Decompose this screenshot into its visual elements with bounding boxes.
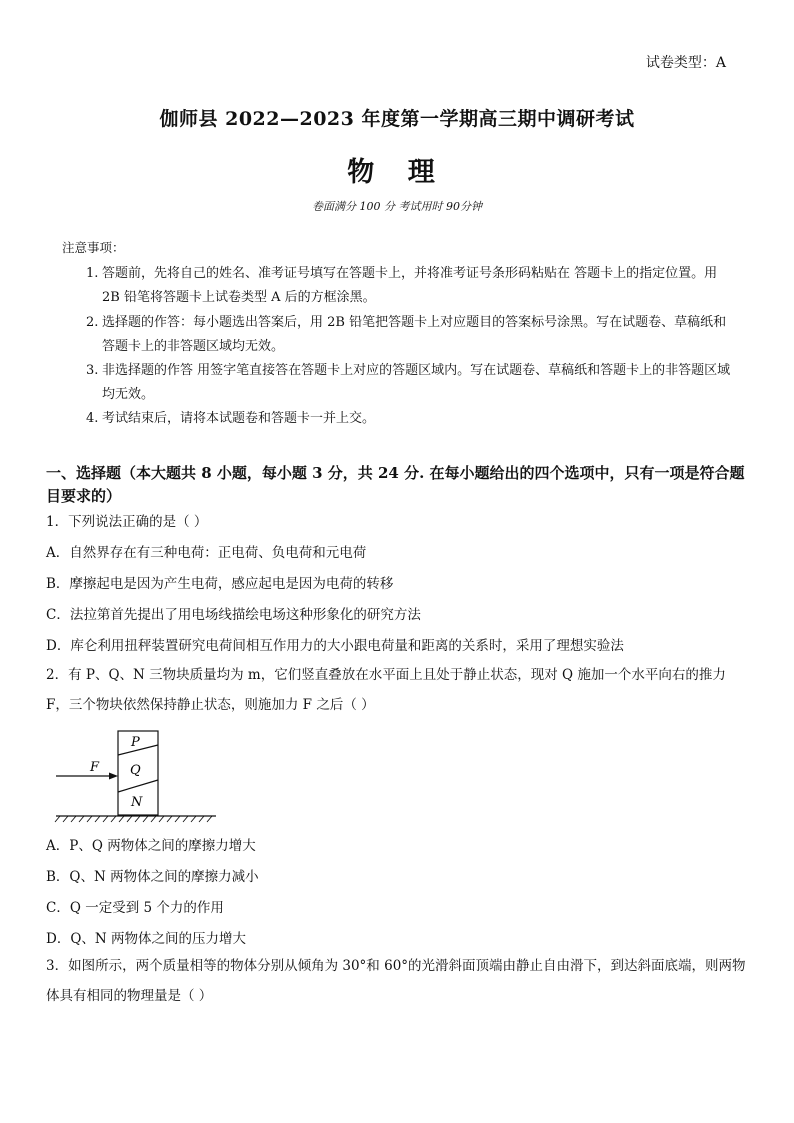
block-divider-q-n bbox=[118, 780, 158, 792]
notice-item bbox=[86, 359, 734, 407]
question-option: C．Q 一定受到 5 个力的作用 bbox=[46, 900, 224, 916]
question-option: A．P、Q 两物体之间的摩擦力增大 bbox=[46, 838, 256, 854]
question-stem: 1．下列说法正确的是（ ） bbox=[46, 514, 208, 530]
ground-hatching bbox=[55, 816, 212, 822]
question-option: D．库仑利用扭秤装置研究电荷间相互作用力的大小跟电荷量和距离的关系时，采用了理想实验法 bbox=[46, 638, 624, 654]
paper-type-label: 试卷类型：A bbox=[645, 55, 726, 71]
subject-title: 物 理 bbox=[347, 157, 447, 188]
block-q-label: Q bbox=[130, 763, 141, 778]
notice-item-text: 考试结束后，请将本试题卷和答题卡一并上交。 bbox=[102, 411, 376, 426]
notice-item-text: 答题前，先将自己的姓名、准考证号填写在答题卡上，并将准考证号条形码粘贴在 答题卡上的指定位置。用2B 铅笔将答题卡上试卷类型 A 后的方框涂黑。 bbox=[102, 266, 718, 305]
notice-item-number: 3. bbox=[86, 363, 99, 378]
notice-item-text: 非选择题的作答 用签字笔直接答在答题卡上对应的答题区域内。写在试题卷、草稿纸和答题卡上的非答题区域均无效。 bbox=[102, 363, 731, 402]
question-option: D．Q、N 两物体之间的压力增大 bbox=[46, 931, 246, 947]
question-option: B．摩擦起电是因为产生电荷，感应起电是因为电荷的转移 bbox=[46, 576, 394, 592]
notice-title: 注意事项： bbox=[62, 240, 125, 255]
notice-item-number: 4. bbox=[86, 411, 99, 426]
notice-item bbox=[86, 311, 734, 359]
notice-item-number: 1. bbox=[86, 266, 99, 281]
question-option: A．自然界存在有三种电荷：正电荷、负电荷和元电荷 bbox=[46, 545, 367, 561]
notice-item bbox=[86, 407, 734, 431]
question-stem: 3．如图所示，两个质量相等的物体分别从倾角为 30°和 60°的光滑斜面顶端由静止自由滑下，到达斜面底端，则两物体具有相同的物理量是（ ） bbox=[46, 958, 746, 1004]
stacked-blocks-figure bbox=[52, 728, 222, 824]
exam-title: 伽师县 2022—2023 年度第一学期高三期中调研考试 bbox=[159, 108, 635, 130]
force-arrowhead bbox=[109, 773, 118, 780]
force-label: F bbox=[90, 760, 100, 775]
question-option: C．法拉第首先提出了用电场线描绘电场这种形象化的研究方法 bbox=[46, 607, 421, 623]
question-stem: 2．有 P、Q、N 三物块质量均为 m，它们竖直叠放在水平面上且处于静止状态，现对 Q 施加一个水平向右的推力 F，三个物块依然保持静止状态，则施加力 F 之后（ ） bbox=[46, 667, 726, 713]
notice-item-number: 2. bbox=[86, 315, 99, 330]
block-p-label: P bbox=[131, 735, 140, 750]
notice-item-text: 选择题的作答：每小题选出答案后，用 2B 铅笔把答题卡上对应题目的答案标号涂黑。写在试题卷、草稿纸和答题卡上的非答题区域均无效。 bbox=[102, 315, 727, 354]
question-option: B．Q、N 两物体之间的摩擦力减小 bbox=[46, 869, 259, 885]
notice-item bbox=[86, 262, 734, 310]
exam-info: 卷面满分 100 分 考试用时 90分钟 bbox=[312, 200, 482, 213]
block-n-label: N bbox=[131, 795, 143, 810]
section-heading: 一、选择题（本大题共 8 小题，每小题 3 分，共 24 分. 在每小题给出的四个选项中，只有一项是符合题目要求的） bbox=[46, 464, 745, 505]
